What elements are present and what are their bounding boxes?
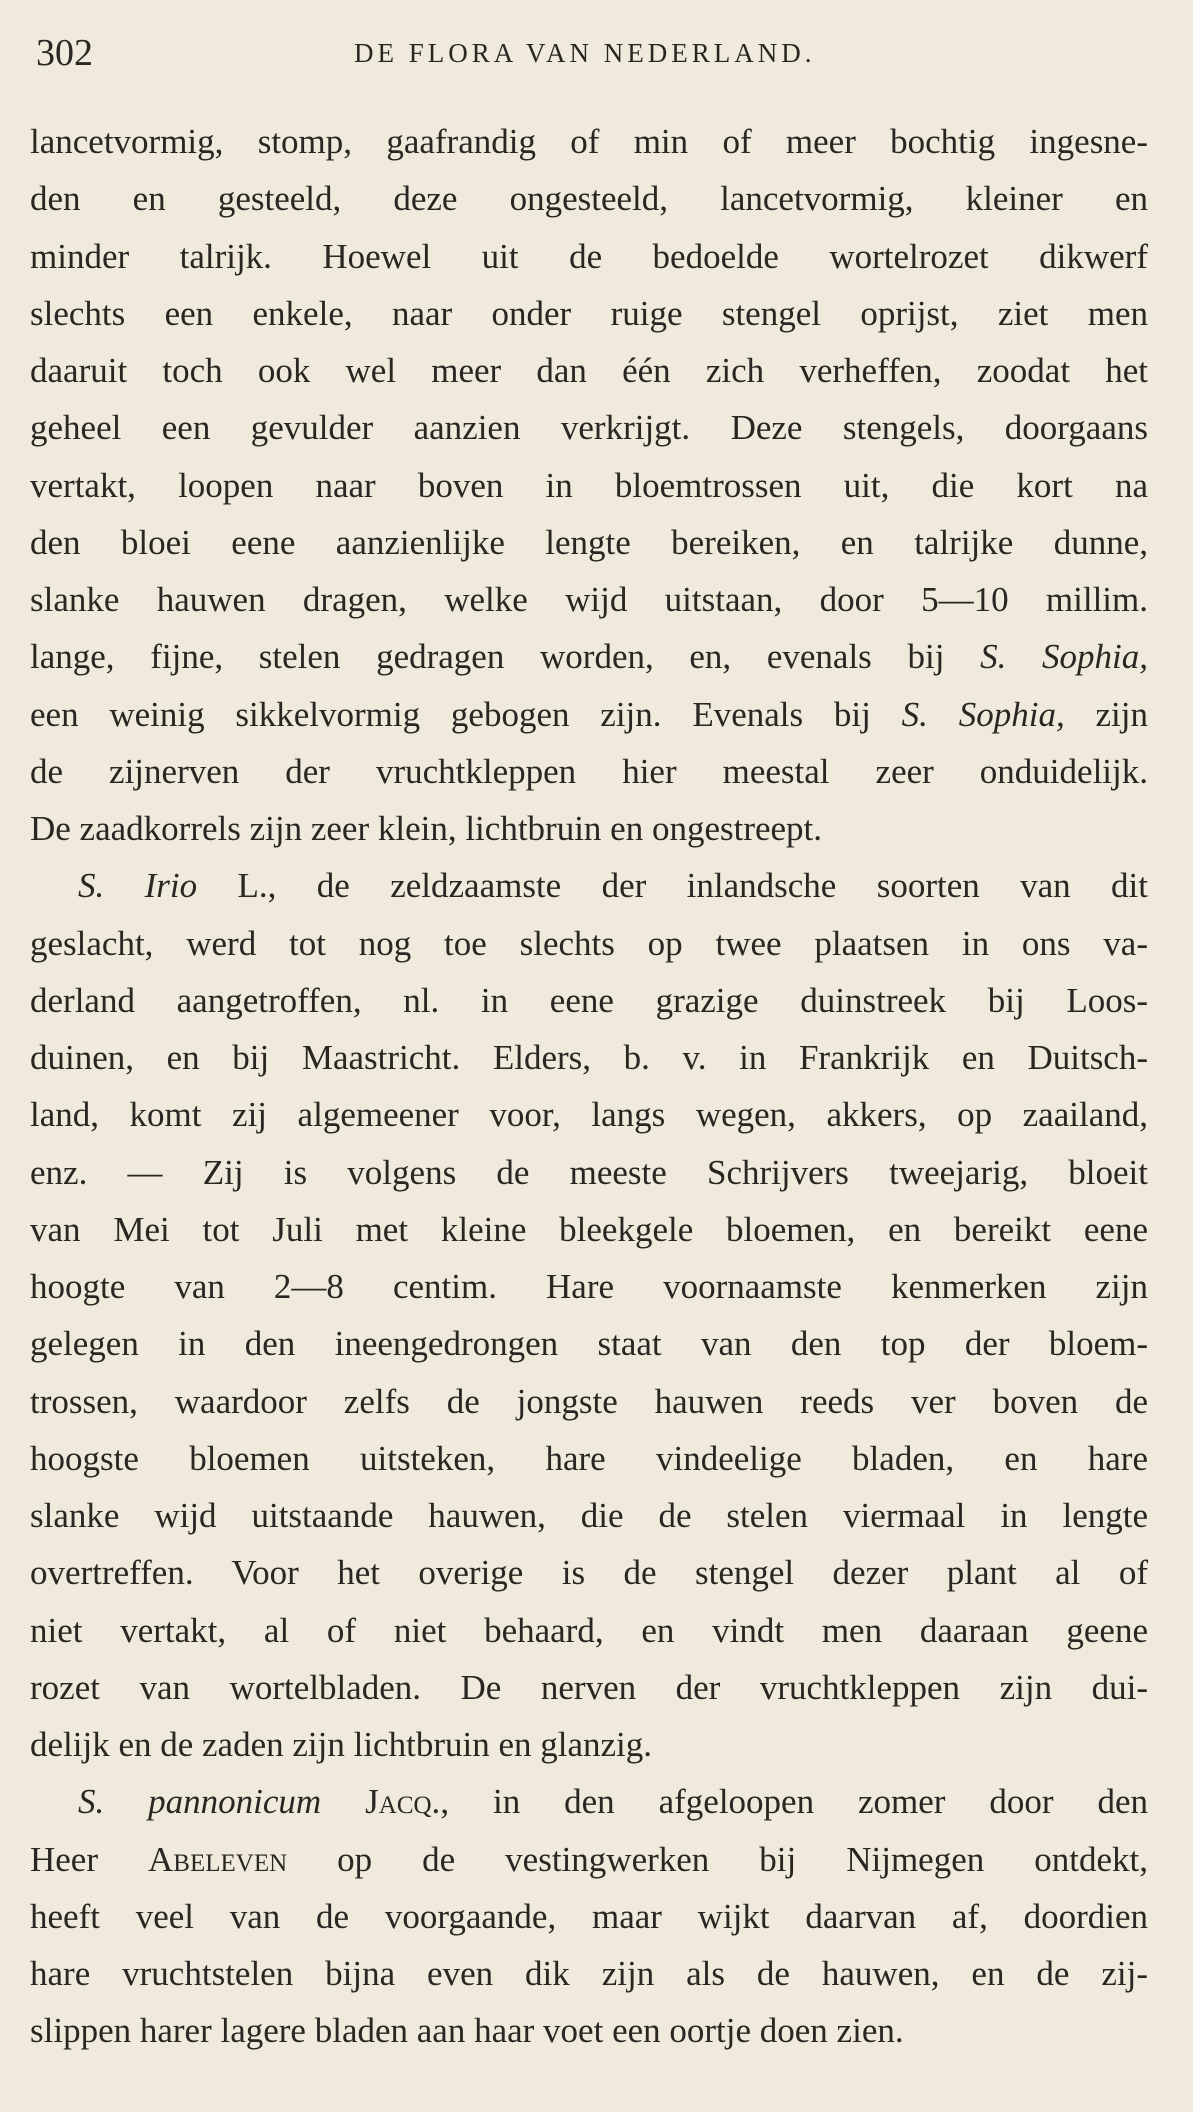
text-line: gelegen in den ineengedrongen staat van den top der bloem-: [30, 1324, 1148, 1364]
text-line: slechts een enkele, naar onder ruige stengel oprijst, ziet men: [30, 293, 1148, 333]
text-line: hoogste bloemen uitsteken, hare vindeelige bladen, en hare: [30, 1438, 1148, 1478]
text-line: rozet van wortelbladen. De nerven der vruchtkleppen zijn dui-: [30, 1667, 1148, 1707]
text-line: delijk en de zaden zijn lichtbruin en glanzig.: [30, 1725, 653, 1764]
text-line: derland aangetroffen, nl. in eene grazige duinstreek bij Loos-: [30, 980, 1148, 1020]
page-number: 302: [36, 32, 93, 74]
text-line: heeft veel van de voorgaande, maar wijkt daarvan af, doordien: [30, 1896, 1148, 1936]
species-name: S. Irio: [78, 866, 198, 906]
species-name: S. Sophia,: [980, 637, 1148, 677]
text-line: daaruit toch ook wel meer dan één zich verheffen, zoodat het: [30, 351, 1148, 390]
text-line: den bloei eene aanzienlijke lengte bereiken, en talrijke dunne,: [30, 522, 1148, 562]
species-name: S. Sophia,: [901, 694, 1065, 734]
species-name: S. pannonicum: [78, 1782, 322, 1822]
text-line: De zaadkorrels zijn zeer klein, lichtbruin en ongestreept.: [30, 809, 823, 848]
page-header: [36, 28, 1146, 78]
text-line: geheel een gevulder aanzien verkrijgt. Deze stengels, doorgaans: [30, 408, 1148, 448]
text-line: de zijnerven der vruchtkleppen hier meestal zeer onduidelijk.: [30, 751, 1148, 791]
author-abbrev: Jacq.: [321, 1782, 441, 1822]
text-line: slanke hauwen dragen, welke wijd uitstaan, door 5—10 millim.: [30, 580, 1148, 619]
text-line: geslacht, werd tot nog toe slechts op twee plaatsen in ons va-: [30, 923, 1148, 963]
running-title: DE FLORA VAN NEDERLAND.: [354, 38, 816, 68]
text-line: hare vruchtstelen bijna even dik zijn als de hauwen, en de zij-: [30, 1954, 1148, 1993]
text-line: trossen, waardoor zelfs de jongste hauwen reeds ver boven de: [30, 1381, 1148, 1421]
text-line: lancetvormig, stomp, gaafrandig of min of meer bochtig ingesne-: [30, 122, 1148, 161]
text-line: slippen harer lagere bladen aan haar voet een oortje doen zien.: [30, 2011, 904, 2051]
text-line: overtreffen. Voor het overige is de stengel dezer plant al of: [30, 1553, 1148, 1593]
text-line: land, komt zij algemeener voor, langs wegen, akkers, op zaailand,: [30, 1095, 1148, 1135]
text-line: minder talrijk. Hoewel uit de bedoelde wortelrozet dikwerf: [30, 236, 1148, 276]
text-line: S. Irio L., de zeldzaamste der inlandsche soorten van dit: [78, 866, 1149, 906]
text-line: slanke wijd uitstaande hauwen, die de stelen viermaal in lengte: [30, 1496, 1148, 1535]
text-line: niet vertakt, al of niet behaard, en vindt men daaraan geene: [30, 1610, 1148, 1650]
text-line: enz. — Zij is volgens de meeste Schrijvers tweejarig, bloeit: [30, 1152, 1148, 1192]
text-line: S. pannonicum Jacq., in den afgeloopen zomer door den: [78, 1782, 1148, 1822]
text-line: hoogte van 2—8 centim. Hare voornaamste kenmerken zijn: [30, 1267, 1148, 1306]
text-line: vertakt, loopen naar boven in bloemtrossen uit, die kort na: [30, 465, 1148, 505]
text-line: den en gesteeld, deze ongesteeld, lancetvormig, kleiner en: [30, 179, 1148, 219]
body-text: [30, 113, 1148, 2060]
text-line: een weinig sikkelvormig gebogen zijn. Evenals bij S. Sophia, zijn: [30, 694, 1148, 734]
person-name: Abeleven: [148, 1839, 288, 1879]
text-line: van Mei tot Juli met kleine bleekgele bloemen, en bereikt eene: [30, 1209, 1148, 1249]
text-line: lange, fijne, stelen gedragen worden, en, evenals bij S. Sophia,: [30, 637, 1148, 677]
text-line: Heer Abeleven op de vestingwerken bij Nijmegen ontdekt,: [30, 1839, 1148, 1879]
text-line: duinen, en bij Maastricht. Elders, b. v. in Frankrijk en Duitsch-: [30, 1038, 1148, 1077]
